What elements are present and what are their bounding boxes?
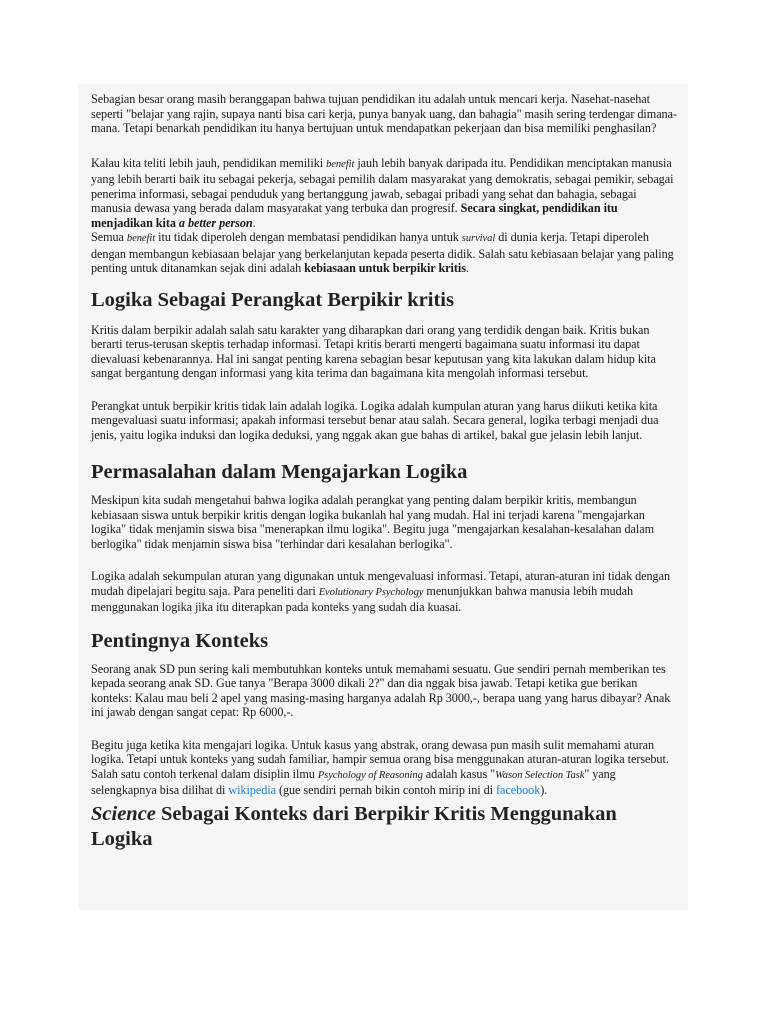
heading-permasalahan: Permasalahan dalam Mengajarkan Logika [91, 461, 468, 483]
bold-term: kebiasaan untuk berpikir kritis [304, 261, 466, 275]
paragraph-anak-sd: Seorang anak SD pun sering kali membutuhkan konteks untuk memahami sesuatu. Gue sendiri pernah memberikan tes kepada seorang anak SD. Gue tanya "Berapa 3000 dikali 2?" dan dia nggak bisa jawab. Tetapi ketika gue berikan konteks: Kalau mau beli 2 apel yang masing-masing harganya adalah Rp 3000,-, berapa uang yang harus dibayar? Anak ini jawab dengan sangat cepat: Rp 6000,-. [91, 661, 671, 719]
article-body [91, 92, 679, 852]
heading-science: Science Sebagai Konteks dari Berpikir Kritis Menggunakan Logika [91, 802, 617, 850]
italic-term: benefit [126, 233, 156, 244]
wikipedia-link[interactable]: wikipedia [228, 783, 276, 797]
facebook-link[interactable]: facebook [495, 783, 541, 797]
paragraph-begitu: Begitu juga ketika kita mengajari logika. Untuk kasus yang abstrak, orang dewasa pun masih sulit memahami aturan logika. Tetapi untuk konteks yang sudah familiar, hampir semua orang bisa menggunakan aturan-aturan logika tersebut. Salah satu contoh terkenal dalam disiplin ilmu Psychology of Reasoning adalah kasus "Wason Selection Task" yang selengkapnya bisa dilihat di wikipedia (gue sendiri pernah bikin contoh mirip ini di facebook). [91, 737, 669, 797]
bold-summary: Secara singkat, pendidikan itu menjadikan kita a better person [91, 201, 618, 230]
paragraph-meskipun: Meskipun kita sudah mengetahui bahwa logika adalah perangkat yang penting dalam berpikir kritis, membangun kebiasaan siswa untuk berpikir kritis dengan logika bukanlah hal yang mudah. Hal ini terjadi karena "mengajarkan logika" tidak menjamin siswa bisa "menerapkan ilmu logika". Begitu juga "mengajarkan kesalahan-kesalahan dalam berlogika" tidak menjamin siswa bisa "terhindar dari kesalahan berlogika". [91, 493, 655, 551]
heading-konteks: Pentingnya Konteks [91, 629, 269, 652]
paragraph-perangkat: Perangkat untuk berpikir kritis tidak lain adalah logika. Logika adalah kumpulan aturan yang harus diikuti ketika kita mengevaluasi suatu informasi; apakah informasi tersebut benar atau salah. Secara general, logika terbagi menjadi dua jenis, yaitu logika induksi dan logika deduksi, yang nggak akan gue bahas di artikel, bakal gue jelasin lebih lanjut. [91, 398, 659, 442]
paragraph-kritis: Kritis dalam berpikir adalah salah satu karakter yang diharapkan dari orang yang terdidik dengan baik. Kritis bukan berarti terus-terusan skeptis terhadap informasi. Tetapi kritis berarti mengerti bagaimana suatu informasi itu dapat dievaluasi kebenarannya. Hal ini sangat penting karena sebagian besar keputusan yang kita lakukan dalam hidup kita sangat bergantung dengan informasi yang kita terima dan bagaimana kita mengolah informasi tersebut. [91, 322, 656, 380]
italic-term: Wason Selection Task [495, 769, 585, 781]
italic-term: survival [461, 233, 496, 244]
italic-term: benefit [326, 158, 355, 170]
heading-logika: Logika Sebagai Perangkat Berpikir kritis [91, 288, 454, 311]
italic-term: Evolutionary Psychology [318, 586, 424, 598]
paragraph-benefit: Kalau kita teliti lebih jauh, pendidikan memiliki benefit jauh lebih banyak daripada itu. Pendidikan menciptakan manusia yang lebih berarti baik itu sebagai pekerja, sebagai pemilih dalam masyarakat yang demokratis, sebagai pemikir, sebagai penerima informasi, sebagai penduduk yang bertanggung jawab, sebagai pribadi yang sehat dan bahagia, sebagai manusia dewasa yang berada dalam masyarakat yang terbuka dan progresif. Secara singkat, pendidikan itu menjadikan kita a better person. [91, 155, 674, 230]
paragraph-intro: Sebagian besar orang masih beranggapan bahwa tujuan pendidikan itu adalah untuk mencari kerja. Nasehat-nasehat seperti "belajar yang rajin, supaya nanti bisa cari kerja, punya banyak uang, dan bahagia" masih sering terdengar dimana-mana. Tetapi benarkah pendidikan itu hanya bertujuan untuk mendapatkan pekerjaan dan bisa memiliki penghasilan? [91, 92, 677, 135]
paragraph-survival: Semua benefit itu tidak diperoleh dengan membatasi pendidikan hanya untuk survival di dunia kerja. Tetapi diperoleh dengan membangun kebiasaan belajar yang berkelanjutan kepada peserta didik. Salah satu kebiasaan belajar yang paling penting untuk ditanamkan sejak dini adalah kebiasaan untuk berpikir kritis. [91, 230, 674, 275]
paragraph-aturan: Logika adalah sekumpulan aturan yang digunakan untuk mengevaluasi informasi. Tetapi, aturan-aturan ini tidak dengan mudah dipelajari begitu saja. Para peneliti dari Evolutionary Psychology menunjukkan bahwa manusia lebih mudah menggunakan logika jika itu diterapkan pada konteks yang sudah dia kuasai. [91, 569, 671, 614]
italic-term: Psychology of Reasoning [317, 769, 423, 781]
